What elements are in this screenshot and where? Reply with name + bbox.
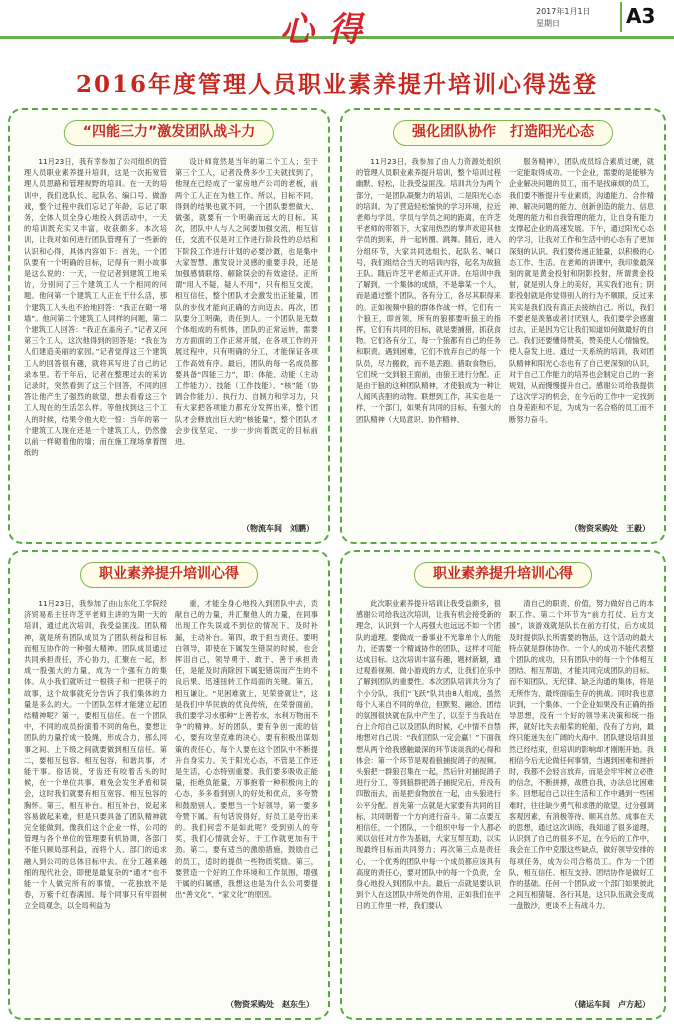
page-number: A3 [626,4,656,28]
article-column [509,156,654,528]
article-signature: （物资采购处 赵东生） [226,1000,314,1009]
article-column [356,156,501,528]
page-header [0,0,674,50]
article-title: “四能三力”激发团队战斗力 [64,120,274,146]
article-box [8,550,330,1020]
page-number-divider [620,2,622,32]
article-column [24,598,167,1002]
issue-date [536,6,591,30]
article-text: 服务精神），团队成员综合素质过硬，就一定能取得成功。一个企业，需要的是能够为企业解决问题的员工，而不是找麻烦的员工，我们要不断提升专业素质，沟通能力、合作精神、解决问题的能力、创新创造的能力、信息处理的能力和自我管理的能力，让自身有能力支撑起企业的高速发展。下午，通过阳光心态的学习，让我对工作和生活中的心态有了更加深刻的认识。我们要传递正能量，以积极的心态工作、生活。在老师的讲课中，我印象最深刻的就是黄金投射和阴影投射，所谓黄金投射，就是别人身上的美好，其实我们也有；阴影投射就是你觉得别人的行为不顺眼，反过来其实是我们没有真正去接纳自己。所以，我们不要老是羡慕或者讨厌别人，我们要学会感谢过去，正是因为它让我们知道如何做最好的自己。我们还要懂得赞美，赞美使人心情愉悦，使人奋发上进。通过一天系统的培训，我对团队精神和阳光心态也有了自己更深刻的认识，对于自己工作能力的培养也会制定自己的一套规划，从而慢慢提升自己。感谢公司给我提供了这次学习的机会，在今后的工作中一定找到自身差距和不足，为成为一名合格的员工而不断努力奋斗。 [509,157,654,424]
article-column [24,156,167,528]
article-text: 11月23日，我参加了由山东化工学院经济贸易系主任许芝平老师主讲的为期一天的培训，通过此次培训，我受益匪浅。团队精神，就是所有团队成员为了团队利益和目标而相互协作的一种强大精神。团队成员通过共同承担责任，齐心协力，汇聚在一起，形成一股强大的力量，成为一个强有力的集体。从小我们就听过一根筷子和一把筷子的故事，这个故事就充分告诉了我们集体的力量是多么的大。一个团队怎样才能建立起团结精神呢？第一，要相互信任。在一个团队中，不同的成员扮演着不同的角色，要想让团队的力量拧成一股绳，形成合力，那么同事之间、上下级之间就要做到相互信任。第二，要相互包容。相互包容，和谐共事，才能干事。俗话说，牙齿还有咬着舌头的时候，在一个单位共事，难免会发生矛盾和误会，这时我们就要有相互宽容、相互包容的胸怀。第三，相互补台。相互补台，说起来容易做起来难，但是只要具备了团队精神就完全能做到。像我们这个企业一样，公司的管理与各个单位的管理要有机协调，各部门不能只顾局部利益，而将个人、部门的追求融入到公司的总体目标中去。在分工越来越细的现代社会，即便是最复杂的“通才”也不能一个人做完所有的事情，一花独放不是春，万紫千红春满园。每个同事只有牢固树立全局观念，以全局利益为 [24,599,167,911]
article-column [175,156,318,528]
article-text: 11月23日，我有幸参加了公司组织的管理人员职业素养提升培训，这是一次拓宽管理人员思路和管理视野的培训。在一天的培训中，我们选队长、起队名、编口号、做游戏，整个过程中我们忘记了年龄，忘记了职务，全体人员全身心地投入到活动中，一天的培训既充实又丰富，收获颇多。本次培训，让我对如何进行团队管理有了一些新的认识和心得，具体内容如下：首先，一个团队要有一个明确的目标，记得有一则小故事是这么说的：一天，一位记者到建筑工地采访，分别问了三个建筑工人一个相同的问题。他问第一个建筑工人正在干什么活，那个建筑工人头也不抬地回答：“我正在砌一堵墙”。他问第二个建筑工人同样的问题，第二个建筑工人回答：“我正在盖房子。”记者又问第三个工人，这次他得到的回答是：“我在为人们建造美丽的家园。”记者觉得这三个建筑工人的回答很有趣，就将其写进了自己的记录本里。若干年后，记者在整理过去的采访记录时，突然看到了这三个回答，不同的回答让他产生了强烈的欲望，想去看看这三个工人现在的生活怎么样。等他找到这三个工人的时候，结果令他大吃一惊：当年的第一个建筑工人现在还是一个建筑工人，仍然像以前一样砌着他的墙；而在施工现场拿着图纸的 [24,157,167,458]
article-column [509,598,654,1002]
page-headline: 2016年度管理人员职业素养提升培训心得选登 [75,71,598,98]
masthead-logo: 心得 [280,10,376,50]
article-title: 强化团队协作 打造阳光心态 [393,120,613,146]
article-box [340,108,666,544]
article-column [175,598,318,1002]
article-box [8,108,330,544]
article-text: 清自己的职责、价值，努力做好自己的本职工作。第二个环节为“前方打仗、后方支援”，该游戏就是队长在前方打仗，后方成员及时提供队长所需要的物品，这个活动的最大特点就是群体协作。一个人的成功不能代表整个团队的成功，只有团队中的每一个个体相互团结、相互帮助，才能共同完成团队的目标。而不知团队、无纪律、缺乏沟通的集体，将是无所作为、最终面临生存的挑战。同时我也意识到，一个集体、一个企业如果没有正确的指导思想，没有一个好的领导来决策和统一指挥，就好比失去船桨的轮船，没有了方向，最终只能迷失在广阔的大海中。团队建设培训虽然已经结束，但培训的影响却才刚刚开始。我相信今后无论做任何事情，当遇到困难和挫折时，我都不会轻言放弃，而是会牢牢树立必胜的信念，不断拼搏，战胜自我，办法总比困难多。回想起自己以往生活和工作中遇到一些困难时，往往缺少勇气和求胜的欲望，过分强调客观因素，有消极等待、顺其自然、成事在天的思想，通过这次训练，我知道了很多道理，认识到了自己的很多不足，在今后的工作中，我会在工作中克服这些缺点，做好领导安排的每项任务，成为公司合格员工。作为一个团队，相互信任、相互支持、团结协作是做好工作的基础。任何一个团队或一个部门如果彼此之间互相猜疑、各行其是，这只队伍就会变成一盘散沙，更谈不上有战斗力。 [509,599,654,911]
article-text: 此次职业素养提升培训让我受益颇多，很感谢公司给我这次培训，让我有机会接受新的理念，认识到一个人再强大也远远不如一个团队的道理。要做成一番事业不光靠单个人的能力，还需要一个精诚协作的团队，这样才可能达成目标。这次培训丰富有趣，题材新颖，通过观看视频、做小游戏的方式，让我们在乐中了解到团队的重要性。本次团队培训共分为了个小分队，我们“飞跃”队共由8人组成，虽然每个人来自不同的单位，但默契、融洽、团结的氛围很快就在队中产生了，以至于当我站在台上介绍自己以及团队的时候，心中情不自禁地想对自己说：“我们团队一定会赢！”下面我想从两个给我感触最深的环节谈谈我的心得和体会：第一个环节是观看狼捕捉鸽子的视频。头狼把一群狼召集在一起，然后针对捕捉鸽子进行分工，等到狼群把鸽子捕捉完后，并没有四散而去，而是把食物放在一起，由头狼进行公平分配。首先第一点就是大家要有共同的目标，共同朝着一个方向进行奋斗。第二点要互相信任，一个团队，一个组织中每一个人都必须以信任对方作为基础，大家互帮互助，以实现最终目标而共同努力；再次第三点是责任心，一个优秀的团队中每一个成员都应该具有高度的责任心，要对团队中的每一个负责，全身心地投入到团队中去。最后一点就是要认识到个人在这团队中所处的作用，正如我们在平日的工作里一样，我们要认 [356,599,501,911]
article-text: 设计师竟然是当年的第二个工人；至于第三个工人，记者没费多少工夫就找到了，他现在已经成了一家房地产公司的老板，前两个工人正在为他工作。所以，目标不同，得到的结果也就不同，一个团队要想做大、做强，就要有一个明确而远大的目标。其次，团队中人与人之间要加强交流，相互信任，交流不仅是对工作进行阶段性的总结和下阶段工作进行计划的必要沙溉，也是集中大家智慧、激发设计灵感的重要手段，还是加强感情联络、解除误会的有效途径。正所谓“用人不疑，疑人不用”，只有相互交流，相互信任，整个团队才会激发出正能量，团队的步伐才能向正确的方向迈去。再次，团队要分工明确，责任到人。一个团队是无数个体组成的有机体，团队的正常运转，需要方方面面的工作正常开展，在各项工作的开展过程中，只有明确的分工，才能保证各项工作高效有序。最后，团队的每一名成员都要具备“四能三力”，即：体能、动能（主动工作能力）、技能（工作技能）、“核”能（协调合作能力）、执行力、自制力和学习力，只有大家把各项能力都充分发挥出来，整个团队才会释放出巨大的“核能量”，整个团队才会步伐坚定、一步一步向着既定的目标前进。 [175,157,318,447]
article-title: 职业素养提升培训心得 [414,562,592,588]
article-signature: （物流车间 刘鹏） [242,524,314,533]
weekday-line: 星期日 [536,19,560,28]
article-text: 重，才能全身心地投入到团队中去，贡献自己的力量，并汇聚他人的力量，在同事出现工作失误或不到位的情况下，及时补漏，主动补台。第四，敢于担当责任。要明白领导，即使在下属发生错误的时候，也会挥泪自己，领导勇于、敢于、善于承担责任，是能及时消除因下属犯错误而产生的不良后果、迅速扭转工作局面的关键。第五，相互谦让。“见困难就上，见荣誉就让”，这是我们中华民族的优良传统，在荣誉面前，我们要学习水那种“上善若水，水利万物而不争”的精神。好的团队，要有争创一流的信心，要有攻坚克难的决心，要有积极出谋划策的责任心，每个人要在这个团队中不断提升自身实力。关于阳光心态，不管是工作还是生活，心态特别重要。我们要多吸收正能量，拒绝负能量，万事抱着一种积极向上的心态，多多看到别人的好处和优点，多夸赞和鼓励别人。要想当一个好领导，第一要多夸赞下属。有句话说得好，好员工是夸出来的。我们何尝不是如此呢？受到别人的夸奖，我们心情就会好，干工作就更加有干劲。第二，要有适当的激励措施，鼓励自己的员工，适时的提供一些物质奖励。第三，要营造一个好的工作环境和工作氛围，增强干属的归属感，我想这也是为什么公司要提出“善文化”、“家文化”的原因。 [175,599,318,900]
article-signature: （物资采购处 王毅） [570,524,650,533]
article-title: 职业素养提升培训心得 [80,562,258,588]
article-signature: （储运车间 卢方起） [570,1000,650,1009]
article-column [356,598,501,1002]
article-box [340,550,666,1020]
date-line: 2017年1月1日 [536,7,591,16]
article-text: 11月23日，我参加了由人力资源处组织的管理人员职业素养提升培训，整个培训过程幽默、轻松，让我受益匪浅。培训共分为两个部分，一是团队凝聚力的培训，二是阳光心态的培训。为了营造轻松愉快的学习环境，拉近老师与学员、学员与学员之间的距离，在许芝平老师的带领下，大家用热烈的掌声欢迎其他学员的到来，并一起转圈、跳舞。随后，进入分组环节，大家共同选组长、起队名、喊口号，我们组结合当天的培训内容，起名为故狼王队。随后许芝平老师正式开讲。在培训中我了解到，一个集体的成绩，不是靠某一个人，而是通过整个团队，各有分工，各尽其职得来的。正如视频中狼的群体作战一样，它们有一个狼王，即首领，所有的狼都要听狼王的指挥，它们有共同的目标，就是要捕猎，抓获食物。它们各有分工，每一个狼都有自己的任务和职责。遇到困难，它们不放弃自己的每一个队员，尽力搬救，而不是丢跑。猎取食物后，它们统一交到狼王面前，由狼王进行分配。正是由于狼的这种团队精神，才使狼成为一种让人闻风丧胆的动物。联想到工作，其实也是一样，一个部门，如果有共同的目标，有强大的团队精神（大局意识、协作精神、 [356,157,501,424]
